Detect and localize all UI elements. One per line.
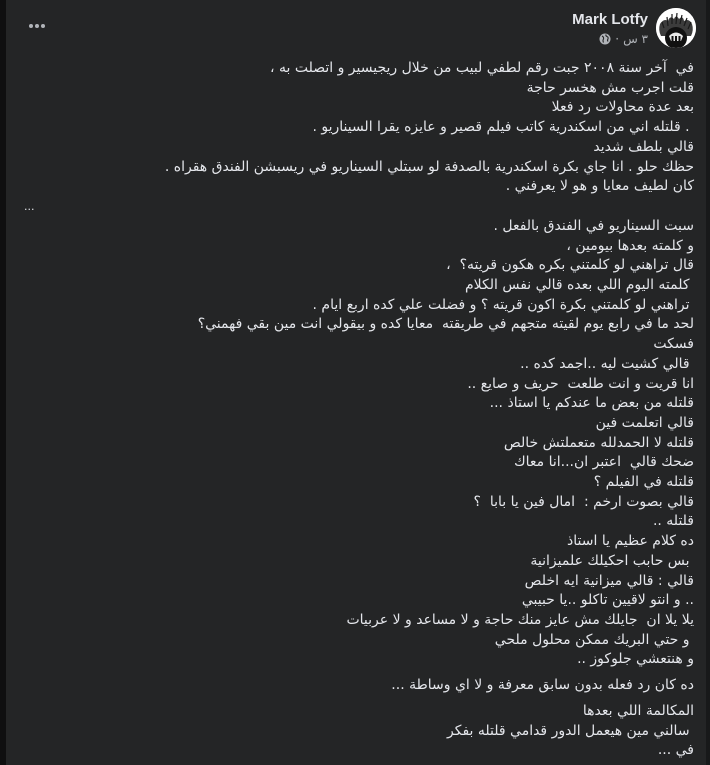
post-line: .. و انتو لاقيين تاكلو ..يا حبيبي: [521, 592, 694, 609]
author-block: [572, 10, 648, 47]
post-line: قلتله من بعض ما عندكم يا استاذ ...: [489, 395, 694, 412]
post-header: [572, 6, 696, 50]
post-line: قالي : قالي ميزانية ايه اخلص: [524, 572, 694, 589]
post-line: حظك حلو . انا جاي بكرة اسكندرية بالصدفة لو سبتلي السيناريو في ريسبشن الفندق هقراه .: [164, 158, 694, 175]
more-dot-icon: [29, 24, 33, 28]
post-line: . قلتله اني من اسكندرية كاتب فيلم قصير و عايزه يقرا السيناريو .: [312, 119, 694, 136]
post-line: كان لطيف معايا و هو لا يعرفني .: [505, 178, 694, 195]
ellipsis-separator: ...: [24, 199, 35, 213]
post-line: انا قريت و انت طلعت حريف و صايع ..: [467, 375, 694, 392]
post-line: بعد عدة محاولات رد فعلا: [551, 99, 694, 116]
window-edge-right: [706, 0, 710, 765]
post-line: قالي اتعلمت فين: [595, 414, 694, 431]
post-line: يلا يلا ان جايلك مش عايز منك حاجة و لا مساعد و لا عربيات: [346, 611, 694, 628]
post-line: قلت اجرب مش هخسر حاجة: [526, 79, 694, 96]
post-line: قالي بصوت ارخم : امال فين يا بابا ؟: [473, 493, 694, 510]
avatar[interactable]: [656, 8, 696, 48]
post-line: و حتي البريك ممكن محلول ملحي: [494, 631, 694, 648]
more-options-button[interactable]: [29, 16, 45, 36]
paragraph-1: [16, 59, 694, 197]
post-line: ضحك قالي اعتبر ان...انا معاك: [514, 454, 694, 471]
post-line: قال تراهني لو كلمتني بكره هكون قريته؟ ،: [446, 257, 694, 274]
post-line: كلمته اليوم اللي بعده قالي نفس الكلام: [465, 277, 694, 294]
post-line: سبت السيناريو في الفندق بالفعل .: [493, 217, 694, 234]
post-line: بس حابب احكيلك علميزانية: [530, 552, 694, 569]
meta-separator: ·: [615, 31, 620, 46]
facebook-post: [6, 0, 706, 765]
paragraph-2: [16, 217, 694, 670]
paragraph-4: [16, 702, 694, 761]
post-line: فسكت: [653, 336, 694, 353]
post-body: [16, 59, 694, 761]
post-line: قلتله لا الحمدلله متعملتش خالص: [503, 434, 694, 451]
paragraph-3: [16, 676, 694, 696]
post-line: تراهني لو كلمتني بكرة اكون قريته ؟ و فضلت علي كده اربع ايام .: [312, 296, 694, 313]
post-line: قلتله في الفيلم ؟: [593, 474, 694, 491]
author-name[interactable]: Mark Lotfy: [572, 10, 648, 28]
post-line: و كلمته بعدها بيومين ،: [566, 237, 694, 254]
avatar-image-icon: [656, 8, 696, 48]
post-line: ده كلام عظيم يا استاذ: [567, 533, 694, 550]
post-line: و هنتعشي جلوكوز ..: [577, 651, 694, 668]
post-line: قالي كشيت ليه ..اجمد كده ..: [520, 355, 694, 372]
post-line: قالي بلطف شديد: [593, 138, 694, 155]
post-line: المكالمة اللي بعدها: [582, 702, 694, 719]
globe-icon[interactable]: [599, 33, 611, 45]
post-line: قلتله ..: [652, 513, 694, 530]
post-line: في آخر سنة ٢٠٠٨ جبت رقم لطفي لبيب من خلال ريجيسير و اتصلت به ،: [270, 60, 694, 76]
post-line: سالني مين هيعمل الدور قدامي قلتله بفكر: [447, 722, 694, 739]
more-dot-icon: [41, 24, 45, 28]
more-dot-icon: [35, 24, 39, 28]
post-line: في ...: [657, 742, 694, 759]
post-time[interactable]: ٣ س: [623, 31, 648, 46]
post-line: ده كان رد فعله بدون سابق معرفة و لا اي وساطة ...: [391, 677, 694, 694]
post-meta: [599, 31, 648, 47]
post-line: لحد ما في رابع يوم لقيته متجهم في طريقته معايا كده و بيقولي انت مين بقي فهمني؟: [197, 316, 694, 333]
